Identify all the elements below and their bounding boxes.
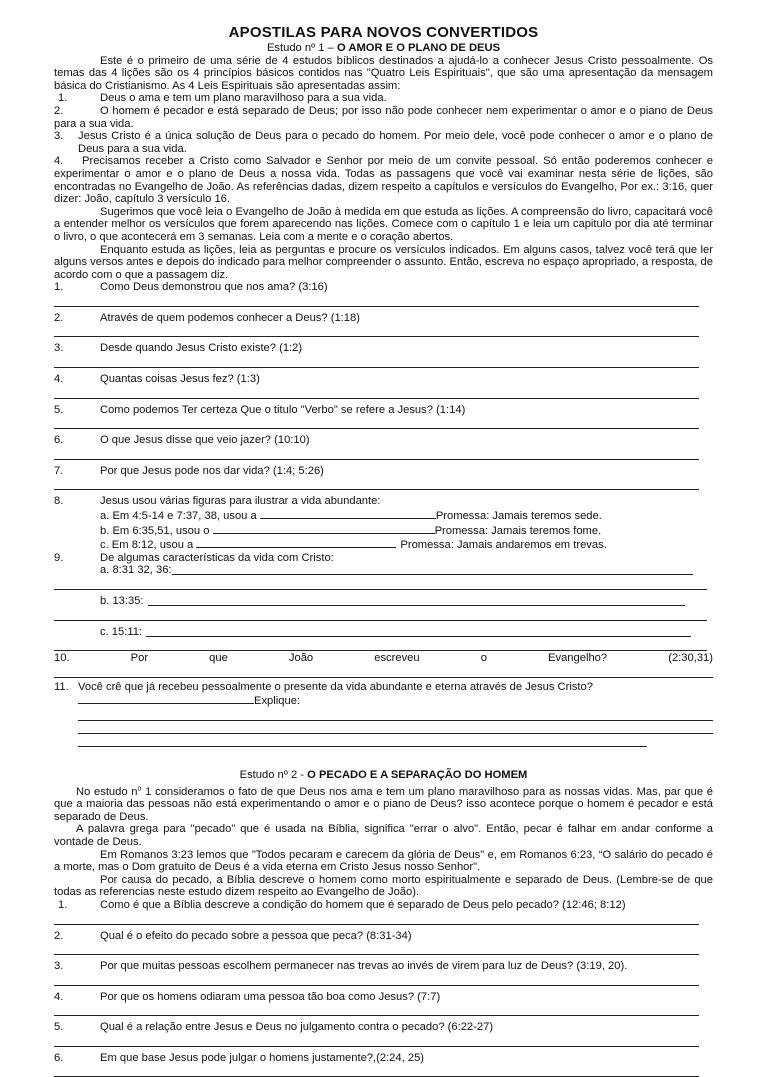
word: escreveu	[374, 652, 420, 665]
characteristic-ref: a. 8:31 32, 36:	[100, 564, 172, 577]
answer-blank[interactable]	[196, 537, 396, 548]
answer-line[interactable]	[78, 734, 647, 747]
study2-question-3	[54, 960, 713, 986]
study1-para-2: Sugerimos que você leia o Evangelho de João à medida em que estuda as lições. A compreensão do livro, capacitará você a entender melhor os versículos que forem aparecendo nas lições. Comece com o capítulo 1 e leia um capitulo por dia até terminar o livro, o que acontecerá em 3 semanas. Leia com a mente e o coração abertos.	[54, 205, 713, 243]
law-3	[54, 130, 713, 155]
law-4	[54, 155, 713, 205]
question-number: 11.	[54, 680, 69, 693]
answer-line[interactable]	[54, 608, 707, 621]
text-run: 1 consideramos o fato de que Deus nos ama e tem um plano maravilhoso para as nossas vidas. Mas, par que é que a maioria das pessoas não está experimentando o amor e o piano de Deus? isso acontece porque o homem é pecador e está separado de Deus.	[54, 785, 713, 823]
answer-line[interactable]	[54, 942, 699, 955]
question-text: De algumas características da vida com Cristo:	[100, 551, 334, 564]
document-title: APOSTILAS PARA NOVOS CONVERTIDOS	[228, 24, 539, 41]
study1-para-3: Enquanto estuda as lições, leia as perguntas e procure os versículos indicados. Em alguns casos, talvez você terá que ler alguns versos antes e depois do indicado para melhor compreender o assunto. Então, escreva no espaço apropriado, a resposta, de acordo com o que a passagem diz.	[54, 243, 713, 281]
question-text: Como podemos Ter certeza Que o titulo "Verbo" se refere a Jesus? (1:14)	[100, 403, 466, 416]
question-3	[54, 342, 713, 368]
word: João	[288, 652, 314, 665]
study1-name: O AMOR E O PLANO DE DEUS	[336, 42, 501, 54]
question-text: Por que Jesus pode nos dar vida? (1:4; 5:26)	[100, 464, 324, 477]
question-number: 6.	[54, 434, 64, 447]
question-text: Como é que a Bíblia descreve a condição do homem que é separado de Deus pelo pecado? (12:46; 8:12)	[100, 898, 626, 911]
law-2	[54, 105, 713, 130]
question-number: 9.	[54, 551, 64, 564]
question-text: Jesus usou várias figuras para ilustrar a vida abundante:	[100, 495, 381, 508]
law-text: Jesus Cristo é a única solução de Deus para o pecado do homem. Por meio dele, você pode conhecer o amor e o plano de Deus para a sua vida.	[78, 130, 713, 155]
question-text	[54, 652, 713, 665]
question-number: 1.	[54, 281, 64, 294]
question-text: Qual é o efeito do pecado sobre a pessoa que peca? (8:31-34)	[100, 929, 412, 942]
answer-line[interactable]	[54, 294, 699, 307]
law-number: 4.	[54, 155, 64, 168]
word: Evangelho?	[548, 652, 608, 665]
question-2	[54, 312, 713, 338]
law-number: 2.	[54, 104, 64, 117]
promise-text: Promessa: Jamais andaremos em trevas.	[400, 539, 607, 552]
answer-blank[interactable]	[78, 693, 254, 704]
answer-line[interactable]	[54, 477, 699, 490]
answer-line[interactable]	[54, 324, 699, 337]
answer-line[interactable]	[54, 416, 699, 429]
question-4	[54, 373, 713, 399]
study2-para-2: A palavra grega para "pecado" que é usada na Bíblia, significa "errar o alvo". Então, pecar é falhar em andar conforme a vontade de Deus.	[54, 823, 713, 848]
question-text: Por que muitas pessoas escolhem permanecer nas trevas ao invés de virem para luz de Deus? (3:19, 20).	[100, 960, 628, 973]
promise-text: Promessa: Jamais teremos fome.	[434, 524, 602, 537]
law-number: 3.	[54, 130, 64, 143]
answer-line[interactable]	[54, 447, 699, 460]
study1-heading	[54, 42, 713, 55]
question-number: 6.	[54, 1051, 64, 1064]
study2-para-3: Em Romanos 3:23 lemos que "Todos pecaram e carecem da glória de Deus" e, em Romanos 6:23, “O salário do pecado é a morte, mas o Dom gratuito de Deus é a vida eterna em Cristo Jesus nosso Senhor".	[54, 848, 713, 874]
question-number: 3.	[54, 960, 64, 973]
study1-prefix: Estudo nº 1 –	[266, 42, 337, 54]
question-text	[54, 681, 713, 694]
study2-para-4: Por causa do pecado, a Bíblia descreve o homem como morto espiritualmente e separado de Deus. (Lembre-se de que todas as referencias neste estudo dizem respeito ao Evangelho de João).	[54, 873, 713, 899]
study2-question-5	[54, 1021, 713, 1047]
study2-question-1	[54, 899, 713, 925]
question-text: Desde quando Jesus Cristo existe? (1:2)	[100, 342, 303, 355]
question-number: 1.	[58, 898, 68, 911]
study2-question-6	[54, 1052, 713, 1077]
study2-question-4	[54, 991, 713, 1017]
question-text: Quantas coisas Jesus fez? (1:3)	[100, 373, 260, 386]
answer-line[interactable]	[54, 577, 707, 590]
characteristic-ref: b. 13:35:	[100, 595, 144, 607]
question-number: 8.	[54, 495, 64, 508]
answer-line[interactable]	[78, 721, 713, 734]
superscript: o	[137, 784, 142, 792]
question-number: 2.	[54, 929, 64, 942]
answer-line[interactable]	[54, 1034, 699, 1047]
question-number: 2.	[54, 311, 64, 324]
question-number: 10.	[54, 652, 70, 665]
question-text: Por que os homens odiaram uma pessoa tão boa como Jesus? (7:7)	[100, 990, 441, 1003]
question-6	[54, 434, 713, 460]
question-number: 4.	[54, 990, 64, 1003]
question-number: 3.	[54, 342, 64, 355]
question-7	[54, 465, 713, 491]
word: que	[209, 652, 228, 665]
answer-blank[interactable]	[213, 523, 435, 534]
answer-line[interactable]	[54, 1003, 699, 1016]
answer-line[interactable]	[78, 708, 713, 721]
text-run: No estudo n	[76, 785, 138, 798]
question-9	[54, 552, 713, 651]
word: Por	[130, 652, 149, 665]
answer-blank[interactable]	[260, 508, 436, 519]
law-text: O homem é pecador e está separado de Deus; por isso não pode conhecer nem experimentar o amor e o piano de Deus para a sua vida.	[54, 104, 713, 130]
question-10	[54, 652, 713, 678]
law-1	[54, 92, 713, 105]
question-text: O que Jesus disse que veio jazer? (10:10)	[100, 434, 310, 447]
answer-blank[interactable]	[172, 564, 693, 575]
law-number: 1.	[58, 92, 68, 105]
answer-blank[interactable]	[146, 626, 691, 637]
answer-blank[interactable]	[148, 595, 685, 606]
question-1	[54, 281, 713, 307]
question-text: Em que base Jesus pode julgar o homens justamente?,(2:24, 25)	[100, 1051, 425, 1064]
explain-row	[54, 693, 713, 708]
question-11	[54, 681, 713, 747]
word: (2:30,31)	[668, 652, 713, 665]
law-text: Deus o ama e tem um plano maravilhoso para a sua vida.	[100, 92, 387, 105]
study2-heading	[54, 769, 713, 782]
answer-line[interactable]	[54, 1064, 699, 1077]
figure-item-a	[54, 508, 713, 523]
question-number: 5.	[54, 1021, 64, 1034]
question-body: Você crê que já recebeu pessoalmente o presente da vida abundante e eterna através de Jesus Cristo?	[78, 680, 593, 693]
answer-line[interactable]	[54, 973, 699, 986]
answer-line[interactable]	[54, 386, 699, 399]
answer-line[interactable]	[54, 638, 707, 651]
question-number: 7.	[54, 464, 64, 477]
figure-item-c	[54, 537, 713, 552]
study2-question-2	[54, 930, 713, 956]
document-page	[54, 24, 713, 1077]
word: o	[480, 652, 487, 665]
law-text: Precisamos receber a Cristo como Salvador e Senhor por meio de um convite pessoal. Só então poderemos conhecer e experimentar o amor e o plano de Deus a nossa vida. Todas as passagens que você vai examinar nesta série de lições, são encontradas no Evangelho de João. As referências dadas, dizem respeito a capítulos e versículos do Evangelho, Por ex.: 3:16, quer dizer: João, capítulo 3 versículo 16.	[54, 155, 713, 206]
characteristic-a	[54, 564, 713, 577]
question-5	[54, 404, 713, 430]
figure-item-b	[54, 523, 713, 538]
study1-intro: Este é o primeiro de uma série de 4 estudos bíblicos destinados a ajudá-lo a conhecer Jesus Cristo pessoalmente. Os temas das 4 lições são os 4 princípios básicos contidos nas "Quatro Leis Espirituais", que são uma apresentação da mensagem básica do Cristianismo. As 4 Leis Espirituais são apresentadas assim:	[54, 54, 713, 92]
study2-name: O PECADO E A SEPARAÇÃO DO HOMEM	[307, 768, 528, 781]
question-number: 4.	[54, 373, 64, 386]
answer-line[interactable]	[54, 912, 699, 925]
question-text: Através de quem podemos conhecer a Deus? (1:18)	[100, 311, 360, 324]
answer-line[interactable]	[54, 355, 699, 368]
characteristic-c	[54, 626, 713, 639]
characteristic-ref: c. 15:11:	[100, 625, 143, 638]
answer-line[interactable]	[54, 665, 713, 678]
study2-para-1	[54, 786, 713, 824]
characteristic-b	[54, 595, 713, 608]
question-8	[54, 495, 713, 551]
study2-prefix: Estudo nº 2 -	[239, 768, 308, 781]
figure-ref: b. Em 6:35,51, usou o	[100, 524, 213, 537]
question-text: Como Deus demonstrou que nos ama? (3:16)	[100, 281, 328, 294]
question-text: Qual é a relação entre Jesus e Deus no julgamento contra o pecado? (6:22-27)	[100, 1021, 494, 1034]
promise-text: Promessa: Jamais teremos sede.	[435, 510, 602, 523]
question-number: 5.	[54, 403, 64, 416]
figure-ref: c. Em 8:12, usou a	[100, 539, 197, 552]
figure-ref: a. Em 4:5-14 e 7:37, 38, usou a	[100, 510, 260, 523]
explain-label: Explique:	[254, 695, 301, 708]
